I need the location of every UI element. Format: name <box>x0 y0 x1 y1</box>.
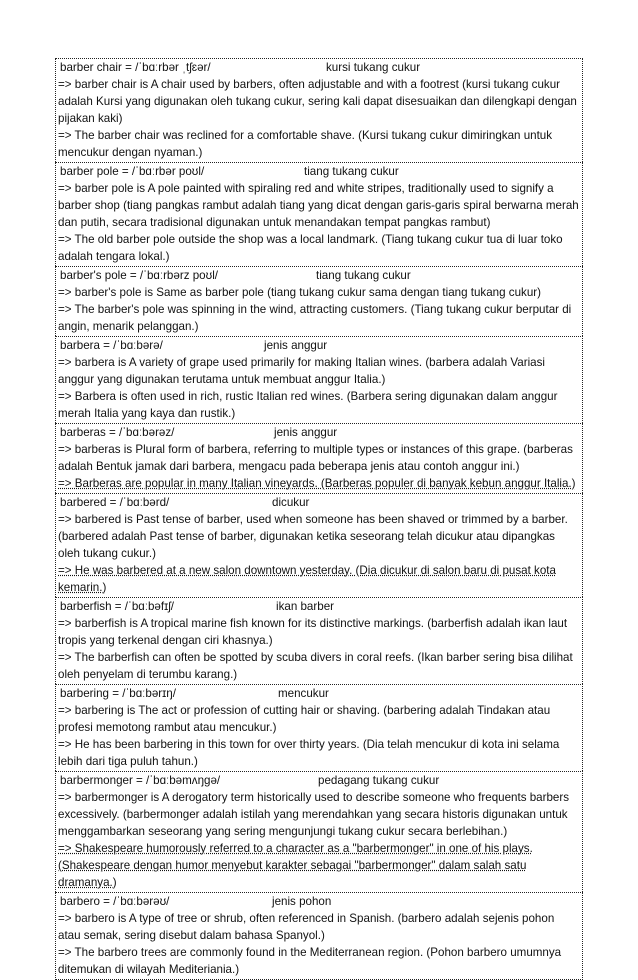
entry-term: barbero = /ˈbɑːbərəʊ/ <box>60 895 170 908</box>
entry-header <box>58 494 580 511</box>
entry-term: barbera = /ˈbɑːbərə/ <box>60 339 163 352</box>
entry-barber-pole <box>55 162 583 266</box>
entry-barbered <box>55 493 583 597</box>
entry-header <box>58 424 580 441</box>
entry-definition: => barbera is A variety of grape used primarily for making Italian wines. (barbera adalah Variasi anggur yang digunakan terutama untuk membuat anggur Italia.) <box>58 356 545 386</box>
entry-header <box>58 598 580 615</box>
entry-header <box>58 772 580 789</box>
entry-definition: => barber's pole is Same as barber pole (tiang tukang cukur sama dengan tiang tukang cukur) <box>58 286 541 299</box>
entry-barber-chair <box>55 58 583 162</box>
entry-term: barbermonger = /ˈbɑːbəmʌŋgə/ <box>60 774 221 787</box>
entry-term: barberfish = /ˈbɑːbəfɪʃ/ <box>60 600 175 613</box>
vocabulary-list <box>55 58 583 980</box>
entry-example: => The old barber pole outside the shop was a local landmark. (Tiang tukang cukur tua di luar toko adalah tengara lokal.) <box>58 233 563 263</box>
entry-definition: => barber chair is A chair used by barbers, often adjustable and with a footrest (kursi tukang cukur adalah Kursi yang digunakan oleh tukang cukur, sering kali dapat disesuaikan dan dilengkapi dengan pijakan kaki) <box>58 78 577 125</box>
entry-translation: dicukur <box>272 496 310 509</box>
entry-translation: kursi tukang cukur <box>326 61 421 74</box>
entry-term: barber's pole = /ˈbɑːrbərz poʊl/ <box>60 269 218 282</box>
entry-barberas <box>55 423 583 493</box>
entry-term: barbering = /ˈbɑːbərɪŋ/ <box>60 687 176 700</box>
entry-barbers-pole <box>55 266 583 336</box>
entry-barbering <box>55 684 583 771</box>
entry-translation: tiang tukang cukur <box>304 165 399 178</box>
entry-definition: => barberas is Plural form of barbera, referring to multiple types or instances of this grape. (barberas adalah Bentuk jamak dari barbera, mengacu pada beberapa jenis atau contoh anggur ini.) <box>58 443 573 473</box>
entry-example: => He has been barbering in this town for over thirty years. (Dia telah mencukur di kota ini selama lebih dari tiga puluh tahun.) <box>58 738 560 768</box>
entry-header <box>58 163 580 180</box>
entry-translation: tiang tukang cukur <box>316 269 411 282</box>
entry-term: barber chair = /ˈbɑːrbər ˌtʃɛər/ <box>60 61 211 74</box>
entry-term: barber pole = /ˈbɑːrbər poʊl/ <box>60 165 205 178</box>
entry-term: barbered = /ˈbɑːbərd/ <box>60 496 170 509</box>
entry-example: => The barbero trees are commonly found in the Mediterranean region. (Pohon barbero umumnya ditemukan di wilayah Mediteriania.) <box>58 946 562 976</box>
entry-definition: => barberfish is A tropical marine fish known for its distinctive markings. (barberfish adalah ikan laut tropis yang terkenal dengan ciri khasnya.) <box>58 617 568 647</box>
entry-barbero <box>55 892 583 980</box>
entry-barbermonger <box>55 771 583 892</box>
entry-translation: jenis anggur <box>264 339 328 352</box>
entry-barbera <box>55 336 583 423</box>
entry-header <box>58 685 580 702</box>
entry-example: => Barberas are popular in many Italian vineyards. (Barberas populer di banyak kebun anggur Italia.) <box>58 477 576 490</box>
entry-example: => He was barbered at a new salon downtown yesterday. (Dia dicukur di salon baru di pusat kota kemarin.) <box>58 564 556 594</box>
entry-barberfish <box>55 597 583 684</box>
entry-definition: => barbermonger is A derogatory term historically used to describe someone who frequents barbers excessively. (barbermonger adalah istilah yang merendahkan yang secara historis digunakan untuk menggambarkan seseorang yang sering mengunjungi tukang cukur secara berlebihan.) <box>58 791 570 838</box>
entry-header <box>58 59 580 76</box>
entry-definition: => barbering is The act or profession of cutting hair or shaving. (barbering adalah Tindakan atau profesi memotong rambut atau mencukur.) <box>58 704 551 734</box>
entry-example: => Barbera is often used in rich, rustic Italian red wines. (Barbera sering digunakan dalam anggur merah Italia yang kaya dan rustik.) <box>58 390 558 420</box>
entry-term: barberas = /ˈbɑːbərəz/ <box>60 426 175 439</box>
entry-translation: pedagang tukang cukur <box>318 774 440 787</box>
entry-translation: ikan barber <box>276 600 335 613</box>
entry-example: => The barberfish can often be spotted by scuba divers in coral reefs. (Ikan barber sering bisa dilihat oleh penyelam di terumbu karang.) <box>58 651 573 681</box>
entry-header <box>58 337 580 354</box>
entry-translation: jenis anggur <box>274 426 338 439</box>
entry-header <box>58 893 580 910</box>
entry-definition: => barbero is A type of tree or shrub, often referenced in Spanish. (barbero adalah sejenis pohon atau semak, sering disebut dalam bahasa Spanyol.) <box>58 912 555 942</box>
entry-example: => The barber chair was reclined for a comfortable shave. (Kursi tukang cukur dimiringkan untuk mencukur dengan nyaman.) <box>58 129 553 159</box>
entry-definition: => barbered is Past tense of barber, used when someone has been shaved or trimmed by a barber. (barbered adalah Past tense of barber, digunakan ketika seseorang telah dicukur atau dipangkas oleh tukang cukur.) <box>58 513 568 560</box>
entry-header <box>58 267 580 284</box>
entry-translation: jenis pohon <box>272 895 332 908</box>
entry-example: => The barber's pole was spinning in the wind, attracting customers. (Tiang tukang cukur berputar di angin, menarik pelanggan.) <box>58 303 572 333</box>
entry-translation: mencukur <box>278 687 329 700</box>
entry-example: => Shakespeare humorously referred to a character as a "barbermonger" in one of his plays. (Shakespeare dengan humor menyebut karakter sebagai "barbermonger" dalam salah satu dramanya.) <box>58 842 533 889</box>
entry-definition: => barber pole is A pole painted with spiraling red and white stripes, traditionally used to signify a barber shop (tiang pangkas rambut adalah tiang yang dicat dengan garis-garis spiral berwarna merah dan putih, secara tradisional digunakan untuk menandakan tempat pangkas rambut) <box>58 182 579 229</box>
